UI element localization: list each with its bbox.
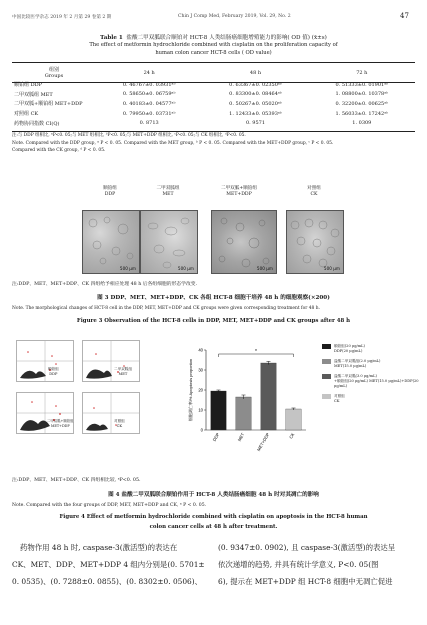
legend-label: 盐酸二甲双胍(3.0 μg/mL) xyxy=(334,374,377,379)
fig3-panel-label: 对照组 CK xyxy=(307,186,321,197)
x-tick-label: CK xyxy=(288,432,296,440)
body-text-line: 药物作用 48 h 时, caspase-3(激活型)的表达在 xyxy=(20,543,178,552)
y-tick-label: 30 xyxy=(198,367,203,373)
chart-legend xyxy=(322,344,422,409)
fig3-caption-cn: 图 3 DDP、MET、MET+DDP、CK 各组 HCT-8 细胞干培养 48 h 的细胞观察(×200) xyxy=(97,295,330,301)
table1-col-header: 24 h xyxy=(143,70,155,76)
flow-cytometry-plot-ddp xyxy=(16,340,74,382)
table1-value-cell: 0. 40183±0. 04577ᵃᵇ xyxy=(122,100,176,107)
fig4-caption-en-2: colon cancer cells at 48 h after treatment. xyxy=(149,524,278,530)
table1-group-cell: 对照组 CK xyxy=(14,111,39,118)
scale-bar-label: 500 μm xyxy=(256,266,273,271)
micrograph-ck xyxy=(286,210,344,274)
legend-sublabel: CK xyxy=(334,398,340,403)
legend-sublabel: MET(15.0 μg/mL) xyxy=(334,363,367,368)
legend-swatch xyxy=(322,394,331,399)
flow-panel-label: 顺铂组 DDP xyxy=(48,367,59,376)
body-text-line: 0. 0535)、(0. 7288±0. 0855)、(0. 8302±0. 0506)、 xyxy=(12,577,203,586)
flow-cytometry-plot-ck xyxy=(82,392,140,434)
table1-row xyxy=(12,99,415,109)
table1-note-en-2: Compared with the CK group, ᵈ P < 0. 05. xyxy=(12,148,106,153)
bar xyxy=(211,391,227,430)
fig4-caption-en-1: Figure 4 Effect of metformin hydrochloride combined with cisplatin on apoptosis in the HCT-8 human xyxy=(59,514,368,520)
flow-panel-label: 二甲双胍组 MET xyxy=(114,367,132,376)
fig3-panel-label: 二甲双胍组 MET xyxy=(156,186,180,197)
legend-label: 盐酸二甲双胍组(2.0 μg/mL) xyxy=(334,359,381,364)
table1-col-header: 72 h xyxy=(356,70,368,76)
body-text-line: 依次递增的趋势, 并具有统计学意义, P<0. 05(图 xyxy=(218,560,379,569)
table1-title-en-1: The effect of metformin hydrochloride combined with cisplatin on the proliferation capacity of xyxy=(89,42,338,48)
table1-value-cell: 0. 9571 xyxy=(245,120,266,127)
y-tick-label: 0 xyxy=(200,427,203,433)
fig4-note-en: Note. Compared with the four groups of DDP, MET, MET+DDP and CK, ᵃ P < 0. 05. xyxy=(12,503,207,508)
flow-panel-label: 二甲双胍+顺铂组 MET+DDP xyxy=(47,419,74,428)
table1-value-cell: 1. 56033±0. 17242ᵃᵇ xyxy=(335,110,389,117)
table1-bottom-rule xyxy=(12,131,415,132)
table1-note-cn: 注:与 DDP 组相比, ᵃP<0. 05;与 MET 组相比, ᵇP<0. 05;与 MET+DDP 组相比, ᶜP<0. 05;与 CK 组相比, ᵈP<0. 05. xyxy=(12,133,246,138)
y-tick-label: 10 xyxy=(198,407,203,413)
table1-group-cell: 二甲双胍+顺铂组 MET+DDP xyxy=(14,101,83,108)
micrograph-met xyxy=(140,210,198,274)
table1-row xyxy=(12,90,415,100)
micrograph-ddp xyxy=(82,210,140,274)
table1-value-cell: 0. 32200±0. 00625ᵃᵇ xyxy=(335,100,389,107)
y-tick-label: 20 xyxy=(198,387,203,393)
scale-bar-label: 500 μm xyxy=(119,266,136,271)
legend-entry xyxy=(322,374,422,388)
table1-value-cell: 0. 58650±0. 06759ᵃᵇ xyxy=(122,91,176,98)
table1-header-row xyxy=(12,66,415,80)
table1-title-cn xyxy=(0,33,427,41)
page-number: 47 xyxy=(400,12,409,20)
table1-value-cell: 0. 50267±0. 05020ᵃᵇ xyxy=(229,100,282,107)
table1-label: Table 1 xyxy=(100,35,123,41)
fig3-note-cn: 注:DDP、MET、MET+DDP、CK 四组给予相应处理 48 h 后各组细胞的形态学改变. xyxy=(12,282,198,287)
legend-sublabel: +顺铂组(20 μg/mL) MET(15.0 μg/mL)+DDP(20 μg/mL) xyxy=(334,378,419,388)
table1-group-cell: 顺铂组 DDP xyxy=(14,82,42,89)
legend-label: 对照组 xyxy=(334,394,345,399)
table1 xyxy=(12,66,415,128)
table1-title-text: 盐酸二甲双胍联合顺铂对 HCT-8 人类结肠癌细胞增殖能力的影响( OD 值) (x̄±s) xyxy=(126,35,327,41)
x-tick-label: MET xyxy=(236,432,246,443)
legend-entry xyxy=(322,344,422,353)
table1-row xyxy=(12,109,415,119)
table1-group-header: 组别 Groups xyxy=(44,67,64,79)
legend-swatch xyxy=(322,374,331,379)
table1-value-cell: 0. 83300±0. 08464ᵃᵇ xyxy=(229,91,282,98)
table1-value-cell: 0. 8713 xyxy=(139,120,159,127)
body-text-line: CK、MET、DDP、MET+DDP 4 组内分别是(0. 5701± xyxy=(12,560,205,569)
cell-texture xyxy=(141,211,197,273)
bar xyxy=(261,363,277,430)
journal-header-cn: 中国比较医学杂志 2019 年 2 月第 29 卷第 2 期 xyxy=(12,15,112,20)
flow-panel-label: 对照组 CK xyxy=(114,419,125,428)
cell-texture xyxy=(287,211,343,273)
y-axis-label: 细胞凋亡率/% Apoptosis proportion xyxy=(188,358,193,422)
flow-cytometry-plot-met xyxy=(82,340,140,382)
legend-entry xyxy=(322,359,422,368)
bar xyxy=(286,409,302,430)
body-text-line: (0. 9347±0. 0902), 且 caspase-3(激活型)的表达呈 xyxy=(218,543,396,552)
table1-title-en-2: human colon cancer HCT-8 cells ( OD value) xyxy=(155,50,272,56)
table1-value-cell: 1. 08800±0. 10378ᵃᵇ xyxy=(335,91,389,98)
fig4-note-cn: 注:DDP、MET、MET+DDP、CK 四组相比较, ᵃP<0. 05. xyxy=(12,478,141,483)
table1-group-cell: 药物协同指数 CI(Q) xyxy=(14,120,60,127)
y-tick-label: 40 xyxy=(198,347,203,353)
legend-entry xyxy=(322,394,422,403)
cell-texture xyxy=(83,211,139,273)
bar xyxy=(236,397,252,430)
flow-cytometry-plot-met-ddp xyxy=(16,392,74,434)
apoptosis-bar-chart xyxy=(170,340,326,460)
x-tick-label: DDP xyxy=(211,432,221,443)
table1-note-en-1: Note. Compared with the DDP group, ᵃ P < 0. 05. Compared with the MET group, ᵇ P < 0. 05. Compared with the MET+DDP group, ᶜ P < 0. 05. xyxy=(12,141,334,146)
x-tick-label: MET+DDP xyxy=(255,432,271,452)
micrograph-met-ddp xyxy=(211,210,277,274)
journal-header-en: Chin J Comp Med, February 2019, Vol. 29, No. 2 xyxy=(178,14,291,19)
fig3-caption-en: Figure 3 Observation of the HCT-8 cells in DDP, MET, MET+DDP and CK groups after 48 h xyxy=(76,318,351,324)
table1-value-cell: 0. 46767±0. 03931ᵃᵇ xyxy=(122,81,176,88)
legend-sublabel: DDP(20 μg/mL) xyxy=(334,348,363,353)
table1-value-cell: 0. 51333±0. 01901ᵃᵇ xyxy=(335,81,389,88)
table1-value-cell: 1. 12433±0. 05393ᵃᵇ xyxy=(229,110,282,117)
scale-bar-label: 500 μm xyxy=(323,266,340,271)
fig3-panel-label: 二甲双胍+顺铂组 MET+DDP xyxy=(220,186,257,197)
table1-row xyxy=(12,118,415,128)
body-text-line: 6), 提示在 MET+DDP 组 HCT-8 细胞中无凋亡促进 xyxy=(218,577,393,586)
fig4-caption-cn: 图 4 盐酸二甲双胍联合顺铂作用于 HCT-8 人类结肠癌细胞 48 h 时对其凋亡的影响 xyxy=(108,492,319,498)
table1-col-header: 48 h xyxy=(249,70,262,76)
table1-mid-rule xyxy=(12,82,415,83)
cell-texture xyxy=(212,211,276,273)
fig3-note-en: Note. The morphological changes of HCT-8 cell in the DDP, MET, MET+DDP and CK groups were given corresponding treatment for 48 h. xyxy=(12,306,320,311)
legend-label: 顺铂组(20 μg/mL) xyxy=(334,344,365,348)
significance-marker: * xyxy=(255,349,257,355)
table1-value-cell: 1. 0309 xyxy=(352,120,372,127)
scale-bar-label: 500 μm xyxy=(177,266,194,271)
table1-top-rule xyxy=(12,62,415,63)
fig3-panel-label: 顺铂组 DDP xyxy=(103,186,117,197)
table1-value-cell: 0. 63367±0. 02350ᵃᵇ xyxy=(229,81,282,88)
table1-group-cell: 二甲双胍组 MET xyxy=(14,91,53,98)
legend-swatch xyxy=(322,344,331,349)
legend-swatch xyxy=(322,359,331,364)
table1-value-cell: 0. 79950±0. 03731ᵃᵇ xyxy=(122,110,176,117)
